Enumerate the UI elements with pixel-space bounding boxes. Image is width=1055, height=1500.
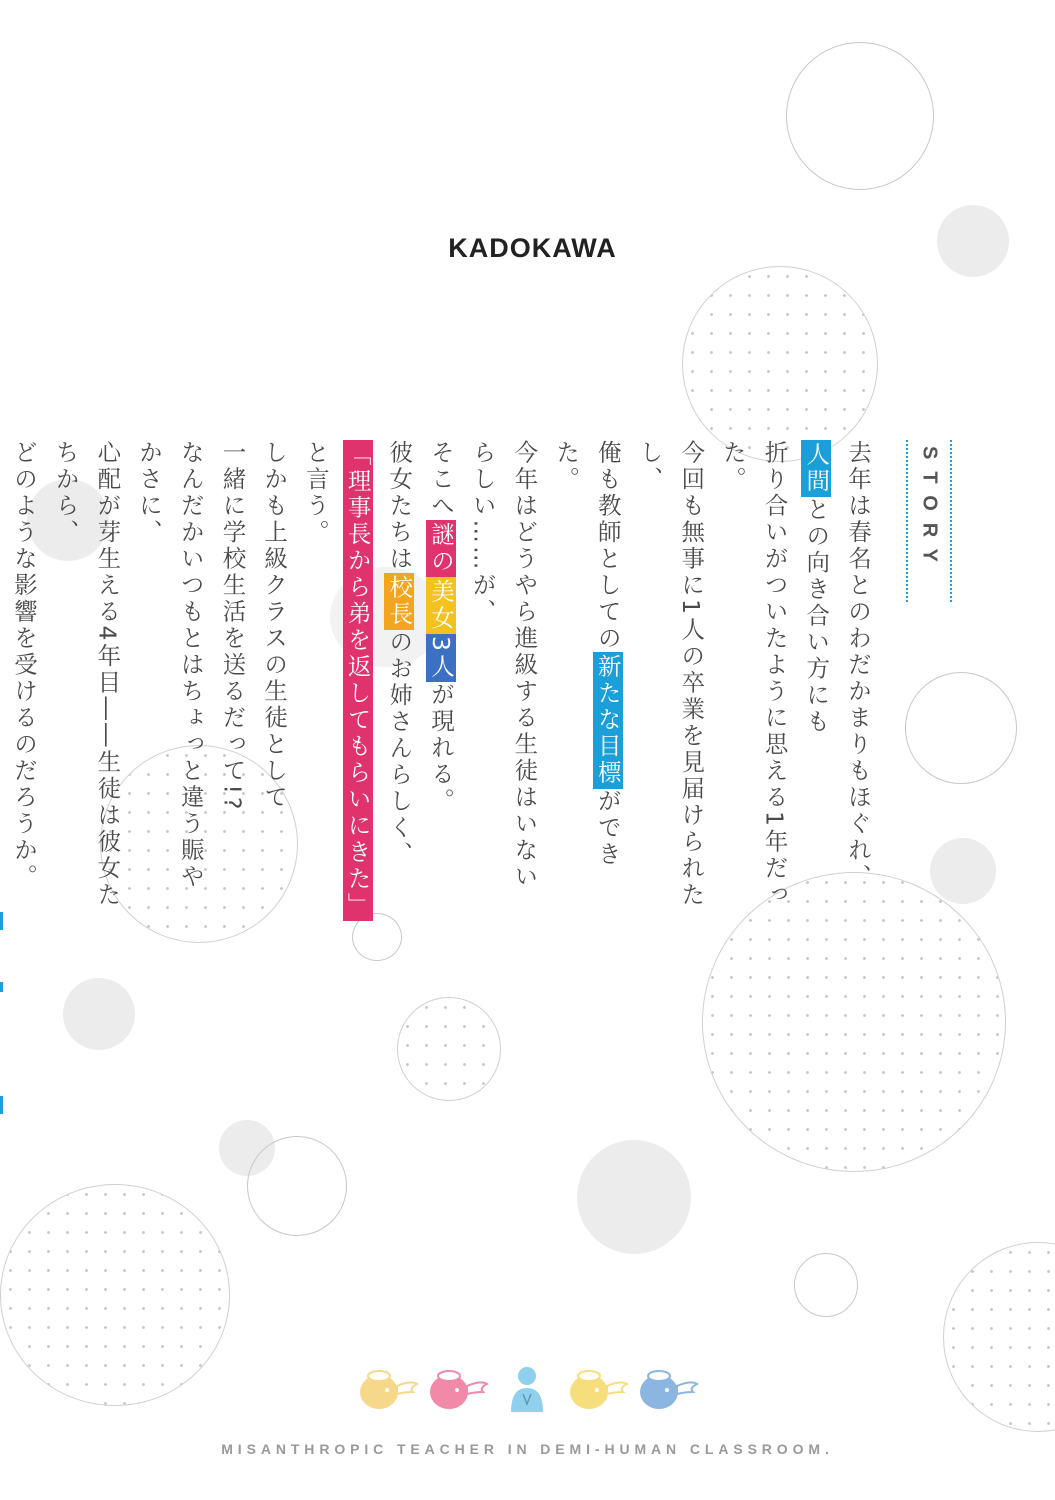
story-segment: そこへ bbox=[426, 440, 455, 520]
story-segment: が現れる。 bbox=[426, 681, 455, 815]
story-line bbox=[628, 440, 711, 910]
story-label-text: STORY bbox=[918, 446, 941, 574]
decorative-disc bbox=[577, 1140, 691, 1254]
highlighted-phrase: 校長 bbox=[385, 574, 414, 628]
story-line bbox=[2, 440, 44, 910]
highlighted-phrase: 人間 bbox=[802, 442, 831, 495]
decorative-dotted-circle bbox=[943, 1242, 1055, 1432]
highlighted-phrase: 3人 bbox=[426, 635, 455, 680]
story-line bbox=[795, 440, 837, 910]
decorative-dotted-circle bbox=[702, 872, 1006, 1172]
decorative-ring bbox=[905, 672, 1017, 784]
decorative-dotted-circle bbox=[397, 997, 501, 1101]
decorative-ring bbox=[794, 1253, 858, 1317]
story-line bbox=[544, 440, 627, 910]
edge-accent-mark bbox=[0, 982, 3, 992]
story-line bbox=[711, 440, 794, 910]
story-line bbox=[836, 440, 878, 910]
story-text bbox=[9, 440, 878, 919]
story-label bbox=[906, 440, 952, 602]
story-segment: 今回も無事に1人の卒業を見届けられたし、 bbox=[635, 440, 706, 909]
decorative-dotted-circle bbox=[682, 266, 878, 462]
blue-bird-character bbox=[635, 1364, 699, 1414]
story-segment: との向き合い方にも bbox=[802, 497, 831, 736]
story-segment: 俺も教師としての bbox=[593, 440, 622, 652]
publisher-logo: KADOKAWA bbox=[448, 233, 617, 263]
edge-accent-mark bbox=[0, 1096, 3, 1114]
story-segment: 折り合いがついたように思える1年だった。 bbox=[718, 440, 789, 909]
pink-bird-character bbox=[425, 1364, 489, 1414]
highlighted-phrase: 「理事長から弟を返してもらいにきた」 bbox=[343, 442, 372, 919]
decorative-dotted-circle bbox=[0, 1184, 230, 1406]
story-line bbox=[252, 440, 294, 910]
decorative-disc bbox=[63, 978, 135, 1050]
decorative-ring bbox=[247, 1136, 347, 1236]
story-line bbox=[461, 440, 544, 910]
highlighted-phrase: 美女 bbox=[426, 578, 455, 632]
story-line bbox=[419, 440, 461, 910]
yellow-bird-character bbox=[355, 1364, 419, 1414]
yellow-chick-character bbox=[565, 1364, 629, 1414]
character-icons bbox=[355, 1364, 705, 1416]
story-segment: なんだかいつもとはちょっと違う賑やかさに、 bbox=[135, 440, 205, 891]
decorative-ring bbox=[786, 42, 934, 190]
story-segment: ができた。 bbox=[552, 440, 622, 868]
blue-person-character bbox=[495, 1364, 559, 1414]
story-line bbox=[211, 440, 253, 910]
story-segment: 一緒に学校生活を送るだって!? bbox=[218, 440, 247, 813]
story-segment: 今年はどうやら進級する生徒はいないらしい……が、 bbox=[468, 440, 539, 891]
story-line bbox=[294, 440, 377, 919]
story-line bbox=[44, 440, 127, 910]
decorative-disc bbox=[930, 838, 996, 904]
story-segment: 去年は春名とのわだかまりもほぐれ、 bbox=[844, 440, 872, 891]
story-segment: 心配が芽生える4年目――生徒は彼女たちから、 bbox=[51, 440, 122, 909]
story-line bbox=[127, 440, 210, 910]
story-segment: 彼女たちは bbox=[385, 440, 414, 573]
series-title-footer: MISANTHROPIC TEACHER IN DEMI-HUMAN CLASSROOM. bbox=[221, 1441, 834, 1457]
story-line bbox=[378, 440, 420, 910]
edge-accent-mark bbox=[0, 912, 3, 930]
story-segment: しかも上級クラスの生徒として bbox=[260, 440, 289, 811]
highlighted-phrase: 謎の bbox=[426, 521, 455, 575]
story-segment: と言う。 bbox=[301, 440, 330, 546]
story-segment: どのような影響を受けるのだろうか。 bbox=[9, 440, 38, 891]
story-segment: のお姉さんらしく、 bbox=[385, 629, 414, 868]
highlighted-phrase: 新たな目標 bbox=[593, 654, 622, 787]
